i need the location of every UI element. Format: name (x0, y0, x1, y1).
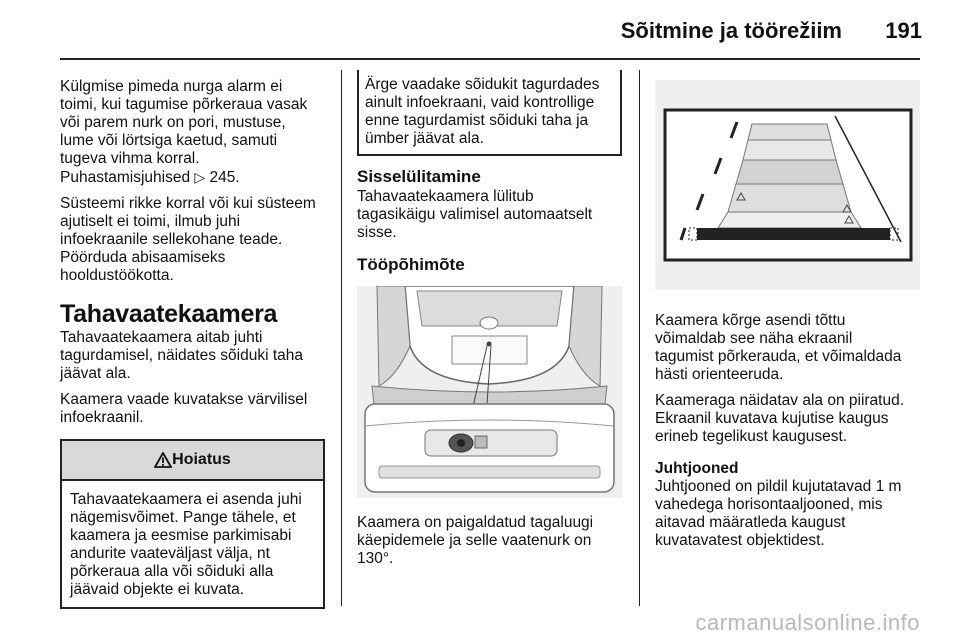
paragraph-activation: Tahavaatekaamera lülitub tagasikäigu valimisel automaatselt sisse. (357, 188, 593, 241)
warning-box (60, 439, 325, 609)
section-heading-rear-camera: Tahavaatekaamera (60, 300, 278, 328)
paragraph-guidelines: Juhtjooned on pildil kujutatavad 1 m vahedega horisontaaljooned, mis aitavad määratleda kaugust kuvatavatest objektidest. (655, 478, 902, 549)
paragraph-fault: Süsteemi rikke korral või kui süsteem ajutiselt ei toimi, ilmub juhi infoekraanile sellekohane teade. Pöörduda abisaamiseks hooldustöökotta. (60, 195, 316, 284)
column-1 (60, 78, 325, 609)
warning-title: Hoiatus (172, 451, 231, 468)
page-reference-link[interactable]: 245. (209, 169, 240, 186)
column-3 (655, 80, 920, 558)
paragraph-camera-mount: Kaamera on paigaldatud tagaluugi käepidemele ja selle vaatenurk on 130°. (357, 514, 594, 567)
section-heading-guidelines: Juhtjooned (655, 460, 739, 477)
section-heading-activation: Sisselülitamine (357, 167, 481, 186)
warning-triangle-icon (154, 452, 172, 468)
column-2 (357, 78, 622, 576)
warning-body: Tahavaatekaamera ei asenda juhi nägemisvõimet. Pange tähele, et kaamera ja eesmise parkimisabi andurite vaateväljast välja, nt põrkeraua alla või sõiduki alla jäävaid objekte ei kuvata. (70, 491, 302, 598)
page-title: Sõitmine ja töörežiim (620, 18, 842, 43)
paragraph-camera-range: Kaameraga näidatav ala on piiratud. Ekraanil kuvatava kujutise kaugus erineb tegelikust kaugusest. (655, 392, 905, 445)
paragraph-camera-intro: Tahavaatekaamera aitab juhti tagurdamisel, näidates sõiduki taha jäävat ala. (60, 329, 303, 382)
warning-header (62, 441, 323, 481)
camera-location-illustration (357, 286, 622, 498)
page-number: 191 (885, 18, 922, 43)
column-divider-2 (639, 70, 640, 606)
rear-camera-display-illustration (655, 80, 920, 290)
warning-continued-box: Ärge vaadake sõidukit tagurdades ainult infoekraani, vaid kontrollige enne tagurdamist sõiduki taha ja ümber jäävat ala. (357, 70, 622, 156)
section-heading-operation: Tööpõhimõte (357, 255, 465, 274)
page-reference-icon: ▷ (194, 169, 206, 185)
header-rule (60, 58, 920, 60)
watermark: carmanualsonline.info (695, 610, 920, 635)
paragraph-camera-display: Kaamera vaade kuvatakse värvilisel infoekraanil. (60, 391, 308, 426)
paragraph-camera-position: Kaamera kõrge asendi tõttu võimaldab see näha ekraanil tagumist põrkerauda, et võimaldada hästi orienteeruda. (655, 312, 902, 383)
column-divider-1 (341, 70, 342, 606)
paragraph-blind-spot: Külgmise pimeda nurga alarm ei toimi, kui tagumise põrkeraua vasak või parem nurk on pori, mustuse, lume või lörtsiga kaetud, samuti tugeva vihma korral. Puhastamisjuhised ▷ 245. (60, 78, 308, 186)
